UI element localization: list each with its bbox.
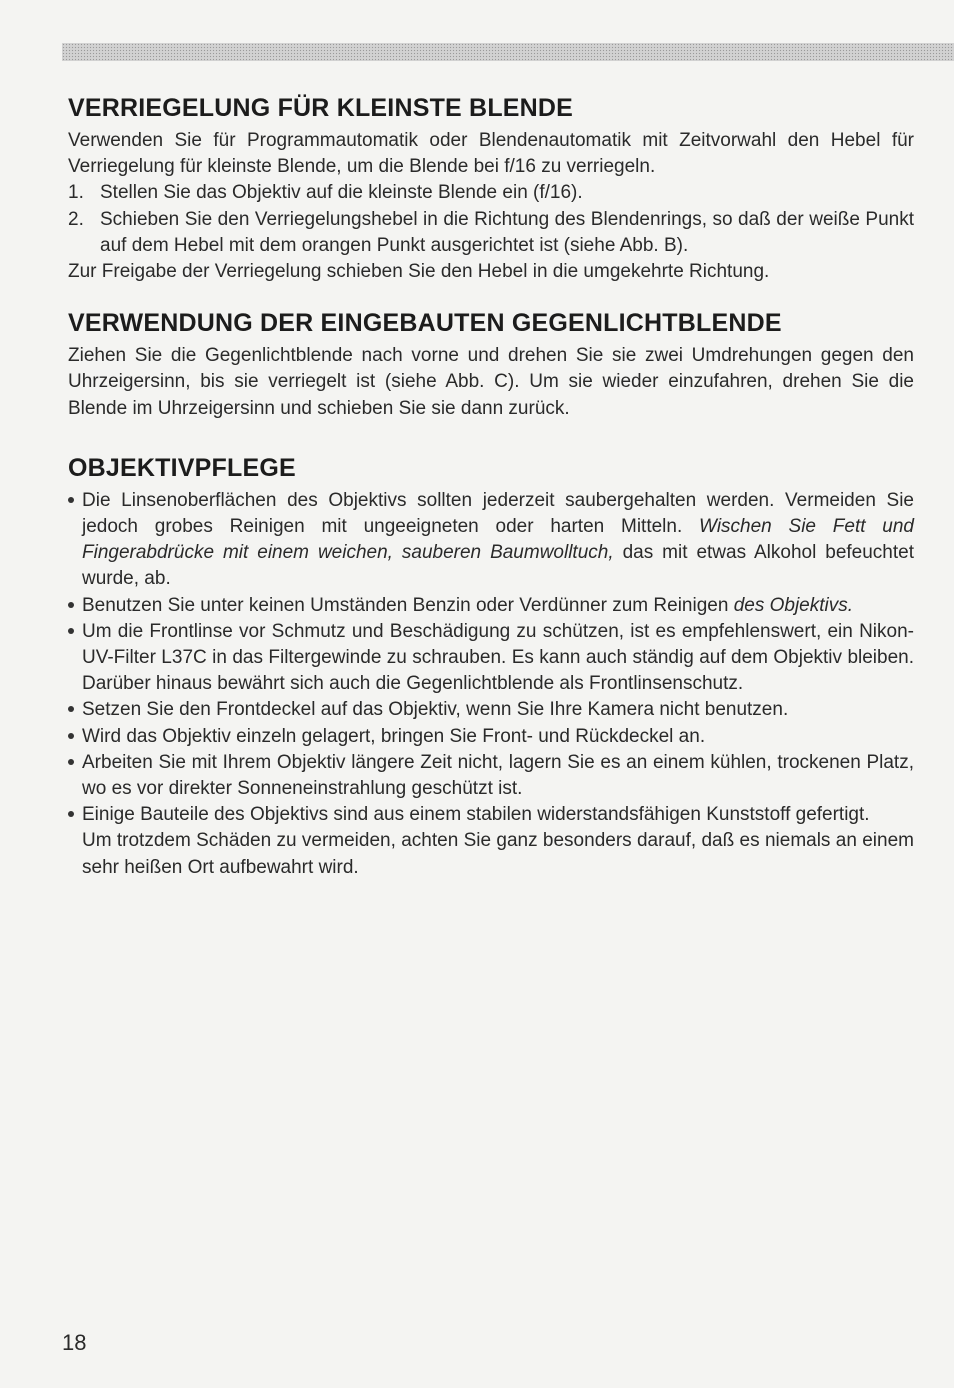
care-text: Wird das Objektiv einzeln gelagert, bringen Sie Front- und Rückdeckel an. (82, 725, 706, 747)
page-content (68, 92, 914, 881)
list-item (68, 619, 914, 698)
list-item (68, 750, 914, 802)
care-text: das mit etwas Alkohol befeuchtet wurde, ab. (82, 542, 915, 590)
list-item (68, 180, 914, 206)
bullet-icon (68, 750, 82, 802)
step-number: 1. (68, 182, 84, 204)
care-text: Setzen Sie den Frontdeckel auf das Objektiv, wenn Sie Ihre Kamera nicht benutzen. (82, 699, 789, 721)
section-aperture-lock (68, 92, 914, 285)
aperture-lock-outro: Zur Freigabe der Verriegelung schieben Sie den Hebel in die umgekehrte Richtung. (68, 261, 770, 283)
section-title-aperture-lock: VERRIEGELUNG FÜR KLEINSTE BLENDE (68, 94, 574, 122)
section-lens-care (68, 452, 914, 881)
bullet-icon (68, 593, 82, 619)
section-title-lens-hood: VERWENDUNG DER EINGEBAUTEN GEGENLICHTBLENDE (68, 309, 782, 338)
care-text-italic: Wischen Sie Fett und Fingerabdrücke mit einem weichen, sauberen Baumwolltuch, (82, 516, 914, 564)
aperture-lock-steps (68, 180, 914, 259)
list-item (68, 802, 914, 881)
page-number: 18 (62, 1330, 87, 1355)
aperture-lock-intro: Verwenden Sie für Programmautomatik oder Blendenautomatik mit Zeitvorwahl den Hebel für Verriegelung für kleinste Blende, um die Blende bei f/16 zu verriegeln. (68, 130, 914, 178)
lens-hood-body: Ziehen Sie die Gegenlichtblende nach vorne und drehen Sie sie zwei Umdrehungen gegen den Uhrzeigersinn, bis sie verriegelt ist (siehe Abb. C). Um sie wieder einzufahren, drehen Sie die Blende im Uhrzeigersinn und schieben Sie sie dann zurück. (68, 345, 914, 419)
bullet-icon (68, 802, 82, 881)
step-text: Schieben Sie den Verriegelungshebel in die Richtung des Blendenrings, so daß der weiße Punkt auf dem Hebel mit dem orangen Punkt ausgerichtet ist (siehe Abb. B). (100, 208, 914, 256)
header-dot-screen-bar (62, 43, 954, 61)
lens-care-list (68, 488, 914, 881)
care-text: Arbeiten Sie mit Ihrem Objektiv längere Zeit nicht, lagern Sie es an einem kühlen, trockenen Platz, wo es vor direkter Sonneneinstrahlung geschützt ist. (82, 751, 914, 800)
care-text: Benutzen Sie unter keinen Umständen Benzin oder Verdünner zum Reinigen (82, 594, 729, 616)
list-item (68, 207, 914, 259)
list-item (68, 488, 914, 593)
care-text: Einige Bauteile des Objektivs sind aus einem stabilen widerstandsfähigen Kunststoff gefertigt. (82, 804, 870, 826)
bullet-icon (68, 488, 82, 593)
section-title-lens-care: OBJEKTIVPFLEGE (68, 453, 296, 482)
bullet-icon (68, 697, 82, 723)
step-text: Stellen Sie das Objektiv auf die kleinste Blende ein (f/16). (100, 182, 583, 204)
list-item (68, 724, 914, 750)
list-item (68, 593, 914, 619)
step-number: 2. (68, 208, 84, 230)
care-text: Um trotzdem Schäden zu vermeiden, achten Sie ganz besonders darauf, daß es niemals an einem sehr heißen Ort aufbewahrt wird. (82, 830, 914, 878)
care-text: Um die Frontlinse vor Schmutz und Beschädigung zu schützen, ist es empfehlenswert, ein Nikon-UV-Filter L37C in das Filtergewinde zu schrauben. Es kann auch ständig auf dem Objektiv bleiben. Darüber hinaus bewährt sich auch die Gegenlichtblende als Frontlinsenschutz. (82, 620, 914, 695)
bullet-icon (68, 619, 82, 698)
bullet-icon (68, 724, 82, 750)
care-text-italic: des Objektivs. (733, 594, 854, 616)
list-item (68, 697, 914, 723)
section-lens-hood (68, 307, 914, 422)
care-text: Die Linsenoberflächen des Objektivs sollten jederzeit saubergehalten werden. Vermeiden Sie jedoch grobes Reinigen mit ungeeigneten oder harten Mitteln. (82, 489, 914, 538)
